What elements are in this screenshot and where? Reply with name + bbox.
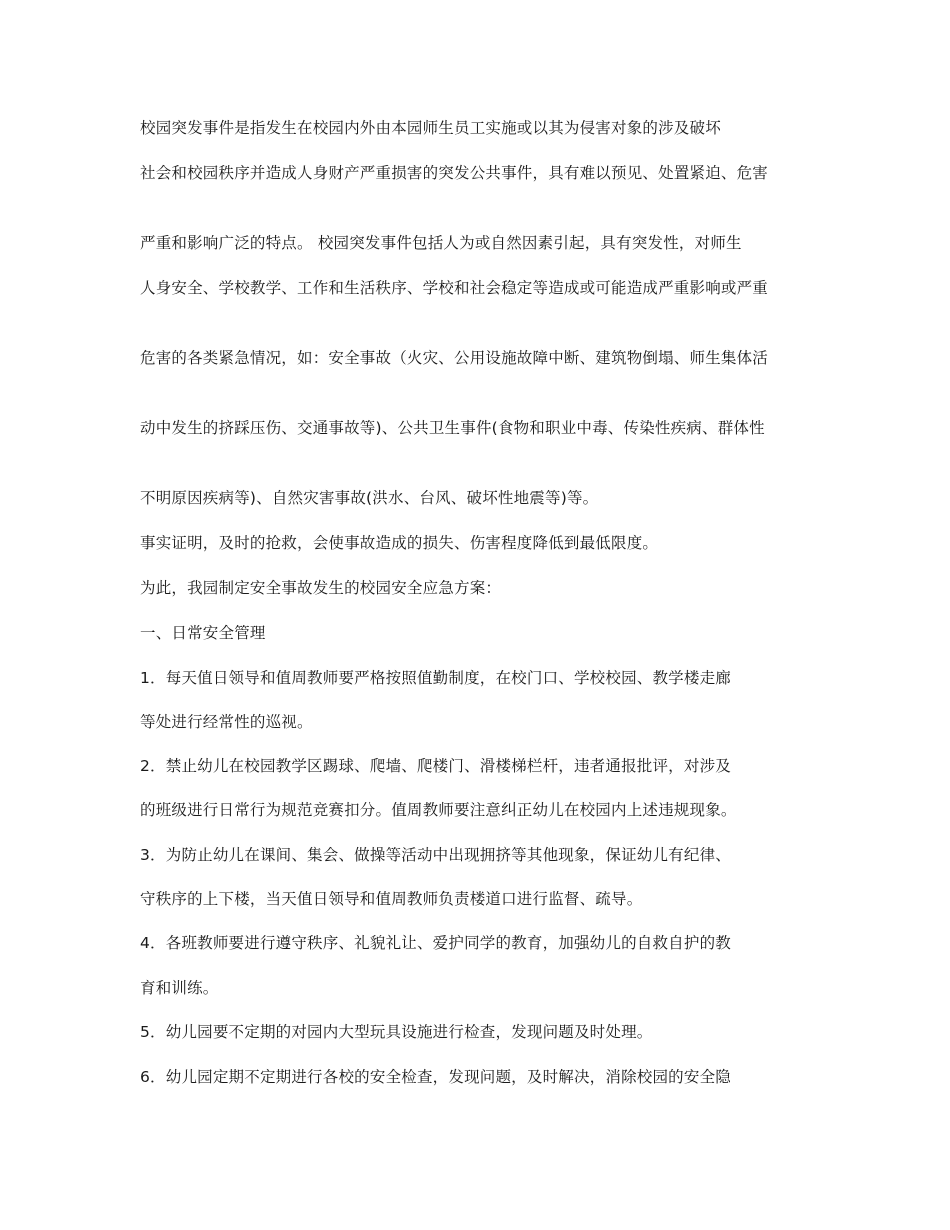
paragraph-line-4: 人身安全、学校教学、工作和生活秩序、学校和社会稳定等造成或可能造成严重影响或严重 <box>140 279 769 297</box>
section-heading: 一、日常安全管理 <box>140 624 266 642</box>
list-item-2-line-2: 的班级进行日常行为规范竞赛扣分。值周教师要注意纠正幼儿在校园内上述违规现象。 <box>140 801 737 819</box>
paragraph-line-8: 事实证明，及时的抢救，会使事故造成的损失、伤害程度降低到最低限度。 <box>140 534 659 552</box>
list-item-1-line-2: 等处进行经常性的巡视。 <box>140 713 313 731</box>
list-item-1-line-1: 1．每天值日领导和值周教师要严格按照值勤制度，在校门口、学校校园、教学楼走廊 <box>140 669 731 687</box>
list-item-5: 5．幼儿园要不定期的对园内大型玩具设施进行检查，发现问题及时处理。 <box>140 1023 653 1041</box>
paragraph-line-7: 不明原因疾病等)、自然灾害事故(洪水、台风、破坏性地震等)等。 <box>140 489 599 507</box>
list-item-4-line-2: 育和训练。 <box>140 979 219 997</box>
list-item-4-line-1: 4．各班教师要进行遵守秩序、礼貌礼让、爱护同学的教育，加强幼儿的自救自护的教 <box>140 934 731 952</box>
list-item-6-line-1: 6．幼儿园定期不定期进行各校的安全检查，发现问题，及时解决，消除校园的安全隐 <box>140 1068 731 1086</box>
paragraph-line-9: 为此，我园制定安全事故发生的校园安全应急方案： <box>140 579 502 597</box>
paragraph-line-3: 严重和影响广泛的特点。 校园突发事件包括人为或自然因素引起，具有突发性，对师生 <box>140 234 742 252</box>
list-item-3-line-2: 守秩序的上下楼，当天值日领导和值周教师负责楼道口进行监督、疏导。 <box>140 890 643 908</box>
paragraph-line-2: 社会和校园秩序并造成人身财产严重损害的突发公共事件，具有难以预见、处置紧迫、危害 <box>140 164 769 182</box>
list-item-2-line-1: 2．禁止幼儿在校园教学区踢球、爬墙、爬楼门、滑楼梯栏杆，违者通报批评，对涉及 <box>140 757 731 775</box>
paragraph-line-1: 校园突发事件是指发生在校园内外由本园师生员工实施或以其为侵害对象的涉及破坏 <box>140 119 721 137</box>
paragraph-line-6: 动中发生的挤踩压伤、交通事故等)、公共卫生事件(食物和职业中毒、传染性疾病、群体性 <box>140 419 765 437</box>
list-item-3-line-1: 3．为防止幼儿在课间、集会、做操等活动中出现拥挤等其他现象，保证幼儿有纪律、 <box>140 846 731 864</box>
paragraph-line-5: 危害的各类紧急情况，如：安全事故（火灾、公用设施故障中断、建筑物倒塌、师生集体活 <box>140 349 769 367</box>
